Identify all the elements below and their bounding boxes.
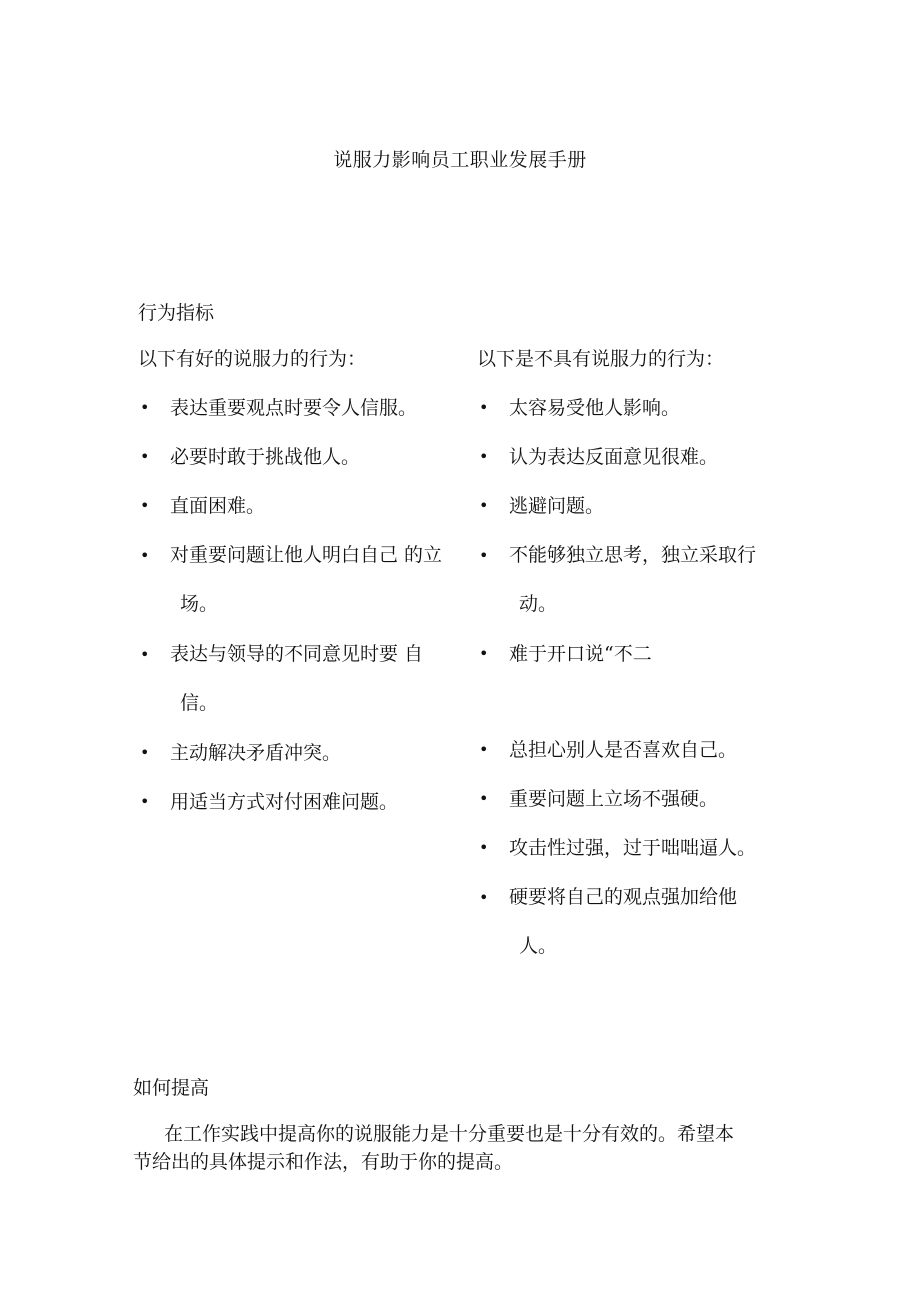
behavior-indicators-heading: 行为指标 bbox=[138, 302, 215, 324]
bad-behaviors-heading: 以下是不具有说服力的行为： bbox=[477, 348, 725, 370]
bullet-icon: • bbox=[479, 398, 489, 417]
bullet-icon: • bbox=[140, 645, 150, 664]
list-item-text: 攻击性过强，过于咄咄逼人。 bbox=[509, 837, 757, 859]
list-item-text: 硬要将自己的观点强加给他 bbox=[509, 886, 738, 908]
list-item-text: 认为表达反面意见很难。 bbox=[509, 446, 719, 468]
list-item bbox=[477, 394, 777, 422]
list-item bbox=[138, 739, 478, 767]
list-item bbox=[477, 531, 777, 629]
bullet-icon: • bbox=[140, 792, 150, 811]
list-item-text: 总担心别人是否喜欢自己。 bbox=[509, 739, 738, 761]
list-item-text-continued: 信。 bbox=[180, 692, 219, 714]
list-item-text: 逃避问题。 bbox=[509, 495, 605, 517]
bullet-icon: • bbox=[479, 789, 489, 808]
list-item bbox=[477, 873, 777, 971]
list-item bbox=[477, 736, 777, 764]
list-item-text: 用适当方式对付困难问题。 bbox=[170, 791, 399, 813]
bullet-icon: • bbox=[479, 546, 489, 565]
improve-paragraph: 在工作实践中提高你的说服能力是十分重要也是十分有效的。希望本节给出的具体提示和作法，有助于你的提高。 bbox=[133, 1123, 735, 1173]
bullet-icon: • bbox=[479, 447, 489, 466]
list-item-text: 表达重要观点时要令人信服。 bbox=[170, 397, 418, 419]
list-item-text: 重要问题上立场不强硬。 bbox=[509, 788, 719, 810]
list-item-text: 太容易受他人影响。 bbox=[509, 397, 681, 419]
bullet-icon: • bbox=[479, 644, 489, 663]
bullet-icon: • bbox=[140, 398, 150, 417]
bullet-icon: • bbox=[140, 546, 150, 565]
good-behaviors-heading: 以下有好的说服力的行为： bbox=[138, 348, 367, 370]
good-behaviors-list bbox=[138, 394, 478, 816]
list-item-text-continued: 动。 bbox=[519, 593, 558, 615]
list-item bbox=[138, 630, 478, 728]
bullet-icon: • bbox=[479, 496, 489, 515]
bullet-icon: • bbox=[479, 888, 489, 907]
list-item bbox=[477, 443, 777, 471]
list-item bbox=[138, 788, 478, 816]
document-title: 说服力影响员工职业发展手册 bbox=[333, 149, 587, 171]
bullet-icon: • bbox=[479, 838, 489, 857]
list-item bbox=[477, 834, 777, 862]
list-item bbox=[477, 492, 777, 520]
list-item-text-continued: 人。 bbox=[519, 935, 558, 957]
bad-behaviors-column bbox=[477, 345, 777, 982]
bullet-icon: • bbox=[140, 447, 150, 466]
bullet-icon: • bbox=[140, 743, 150, 762]
bad-behaviors-list bbox=[477, 394, 777, 971]
list-item bbox=[138, 394, 478, 422]
list-item bbox=[477, 785, 777, 813]
how-to-improve-heading: 如何提高 bbox=[133, 1077, 210, 1099]
list-item bbox=[138, 492, 478, 520]
bullet-icon: • bbox=[140, 496, 150, 515]
list-item-text: 表达与领导的不同意见时要 自 bbox=[170, 643, 424, 665]
list-item-text: 直面困难。 bbox=[170, 495, 266, 517]
list-item bbox=[138, 443, 478, 471]
list-item-text-continued: 场。 bbox=[180, 593, 219, 615]
list-item-text: 不能够独立思考，独立采取行 bbox=[509, 544, 757, 566]
good-behaviors-column bbox=[138, 345, 478, 837]
list-item-text: 主动解决矛盾冲突。 bbox=[170, 742, 342, 764]
bullet-icon: • bbox=[479, 740, 489, 759]
list-item bbox=[138, 531, 478, 629]
list-item-text: 对重要问题让他人明白自己 的立 bbox=[170, 544, 443, 566]
list-item-text: 必要时敢于挑战他人。 bbox=[170, 446, 361, 468]
list-item bbox=[477, 640, 777, 668]
list-item-text: 难于开口说“不二 bbox=[509, 643, 652, 665]
